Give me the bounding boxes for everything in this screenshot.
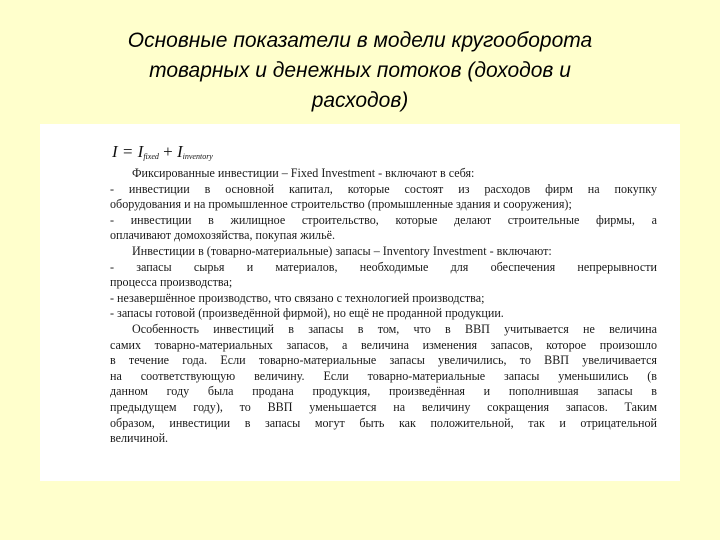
document-line: - инвестиции в основной капитал, которые состоят из расходов фирм на покупку	[110, 181, 657, 196]
document-line: Инвестиции в (товарно-материальные) запасы – Inventory Investment - включают:	[132, 243, 552, 258]
document-line: - запасы сырья и материалов, необходимые для обеспечения непрерывности	[110, 259, 657, 274]
document-line: самих товарно-материальных запасов, а величина изменения запасов, которое произошло	[110, 337, 657, 352]
document-line: оборудования и на промышленное строительство (промышленные здания и сооружения);	[110, 197, 572, 212]
document-line: в течение года. Если товарно-материальные запасы увеличились, то ВВП увеличивается	[110, 353, 657, 368]
document-line: предыдущем году), то ВВП уменьшается на величину сокращения запасов. Таким	[110, 399, 657, 414]
document-body	[110, 166, 657, 447]
document-line: образом, инвестиции в запасы могут быть как положительной, так и отрицательной	[110, 415, 657, 430]
investment-formula	[112, 142, 213, 167]
document-line: - незавершённое производство, что связано с технологией производства;	[110, 290, 485, 305]
document-line: Особенность инвестиций в запасы в том, что в ВВП учитывается не величина	[132, 321, 657, 336]
document-line: процесса производства;	[110, 275, 233, 290]
document-line: данном году была продана продукция, произведённая и пополнившая запасы в	[110, 384, 657, 399]
document-line: величиной.	[110, 431, 169, 446]
scanned-document	[40, 124, 680, 481]
title-line: Основные показатели в модели кругооборота	[127, 29, 593, 52]
formula-sub-inventory: inventory	[182, 152, 213, 161]
formula-term-fixed: I	[137, 142, 144, 161]
document-line: оплачивают домохозяйства, покупая жильё.	[110, 228, 335, 243]
title-line: расходов)	[311, 89, 409, 112]
formula-eq: =	[121, 142, 134, 161]
document-line: на соответствующую величину. Если товарно-материальные запасы уменьшились (в	[110, 368, 657, 383]
formula-term-inventory: I	[176, 142, 183, 161]
document-line: - инвестиции в жилищное строительство, которые делают строительные фирмы, а	[110, 212, 657, 227]
formula-sub-fixed: fixed	[143, 152, 159, 161]
document-line: - запасы готовой (произведённой фирмой), но ещё не проданной продукции.	[110, 306, 504, 321]
document-line: Фиксированные инвестиции – Fixed Investment - включают в себя:	[132, 166, 475, 180]
slide-title	[40, 26, 680, 116]
formula-plus: +	[163, 142, 173, 161]
formula-lhs: I	[112, 142, 118, 161]
title-line: товарных и денежных потоков (доходов и	[149, 59, 571, 82]
